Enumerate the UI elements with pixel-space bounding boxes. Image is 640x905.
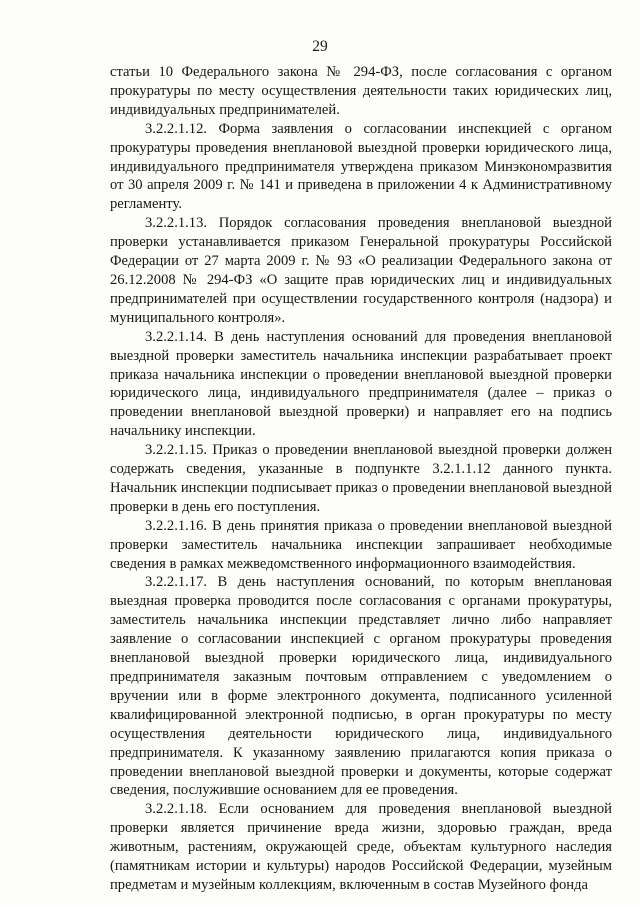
paragraph-3-2-2-1-16: 3.2.2.1.16. В день принятия приказа о проведении внеплановой выездной проверки заместитель начальника инспекции запрашивает необходимые сведения в рамках межведомственного информационного взаимодействия.: [110, 517, 612, 572]
document-body: [110, 63, 612, 895]
paragraph-3-2-2-1-15: 3.2.2.1.15. Приказ о проведении внеплановой выездной проверки должен содержать сведения, указанные в подпункте 3.2.1.1.12 данного пункта. Начальник инспекции подписывает приказ о проведении внеплановой выездной проверки в день его поступления.: [110, 442, 612, 515]
page-number: 29: [312, 38, 328, 55]
paragraph-3-2-2-1-12: 3.2.2.1.12. Форма заявления о согласовании инспекцией с органом прокуратуры проведения внеплановой выездной проверки юридического лица, индивидуального предпринимателя утверждена приказом Минэкономразвития от 30 апреля 2009 г. № 141 и приведена в приложении 4 к Административному регламенту.: [110, 120, 612, 213]
paragraph-3-2-2-1-18: 3.2.2.1.18. Если основанием для проведения внеплановой выездной проверки является причинение вреда жизни, здоровью граждан, вреда животным, растениям, окружающей среде, объектам культурного наследия (памятникам истории и культуры) народов Российской Федерации, музейным предметам и музейным коллекциям, включенным в состав Музейного фонда: [110, 801, 612, 893]
paragraph-3-2-2-1-14: 3.2.2.1.14. В день наступления оснований для проведения внеплановой выездной проверки заместитель начальника инспекции разрабатывает проект приказа начальника инспекции о проведении внеплановой выездной проверки юридического лица, индивидуального предпринимателя (далее – приказ о проведении внеплановой выездной проверки) и направляет его на подпись начальнику инспекции.: [110, 328, 612, 440]
paragraph-3-2-2-1-13: 3.2.2.1.13. Порядок согласования проведения внеплановой выездной проверки устанавливается приказом Генеральной прокуратуры Российской Федерации от 27 марта 2009 г. № 93 «О реализации Федерального закона от 26.12.2008 № 294-ФЗ «О защите прав юридических лиц и индивидуальных предпринимателей при осуществлении государственного контроля (надзора) и муниципального контроля».: [110, 215, 612, 326]
paragraph-continuation: статьи 10 Федерального закона № 294-ФЗ, после согласования с органом прокуратуры по месту осуществления деятельности таких юридических лиц, индивидуальных предпринимателей.: [110, 64, 612, 118]
paragraph-3-2-2-1-17: 3.2.2.1.17. В день наступления оснований, по которым внеплановая выездная проверка проводится после согласования с органами прокуратуры, заместитель начальника инспекции представляет лично либо направляет заявление о согласовании инспекцией с органом прокуратуры проведения внеплановой выездной проверки юридического лица, индивидуального предпринимателя заказным почтовым отправлением с уведомлением о вручении или в форме электронного документа, подписанного усиленной квалифицированной электронной подписью, в орган прокуратуры по месту осуществления деятельности юридического лица, индивидуального предпринимателя. К указанному заявлению прилагаются копия приказа о проведении внеплановой выездной проверки и документы, которые содержат сведения, послужившие основанием для ее проведения.: [110, 574, 612, 799]
